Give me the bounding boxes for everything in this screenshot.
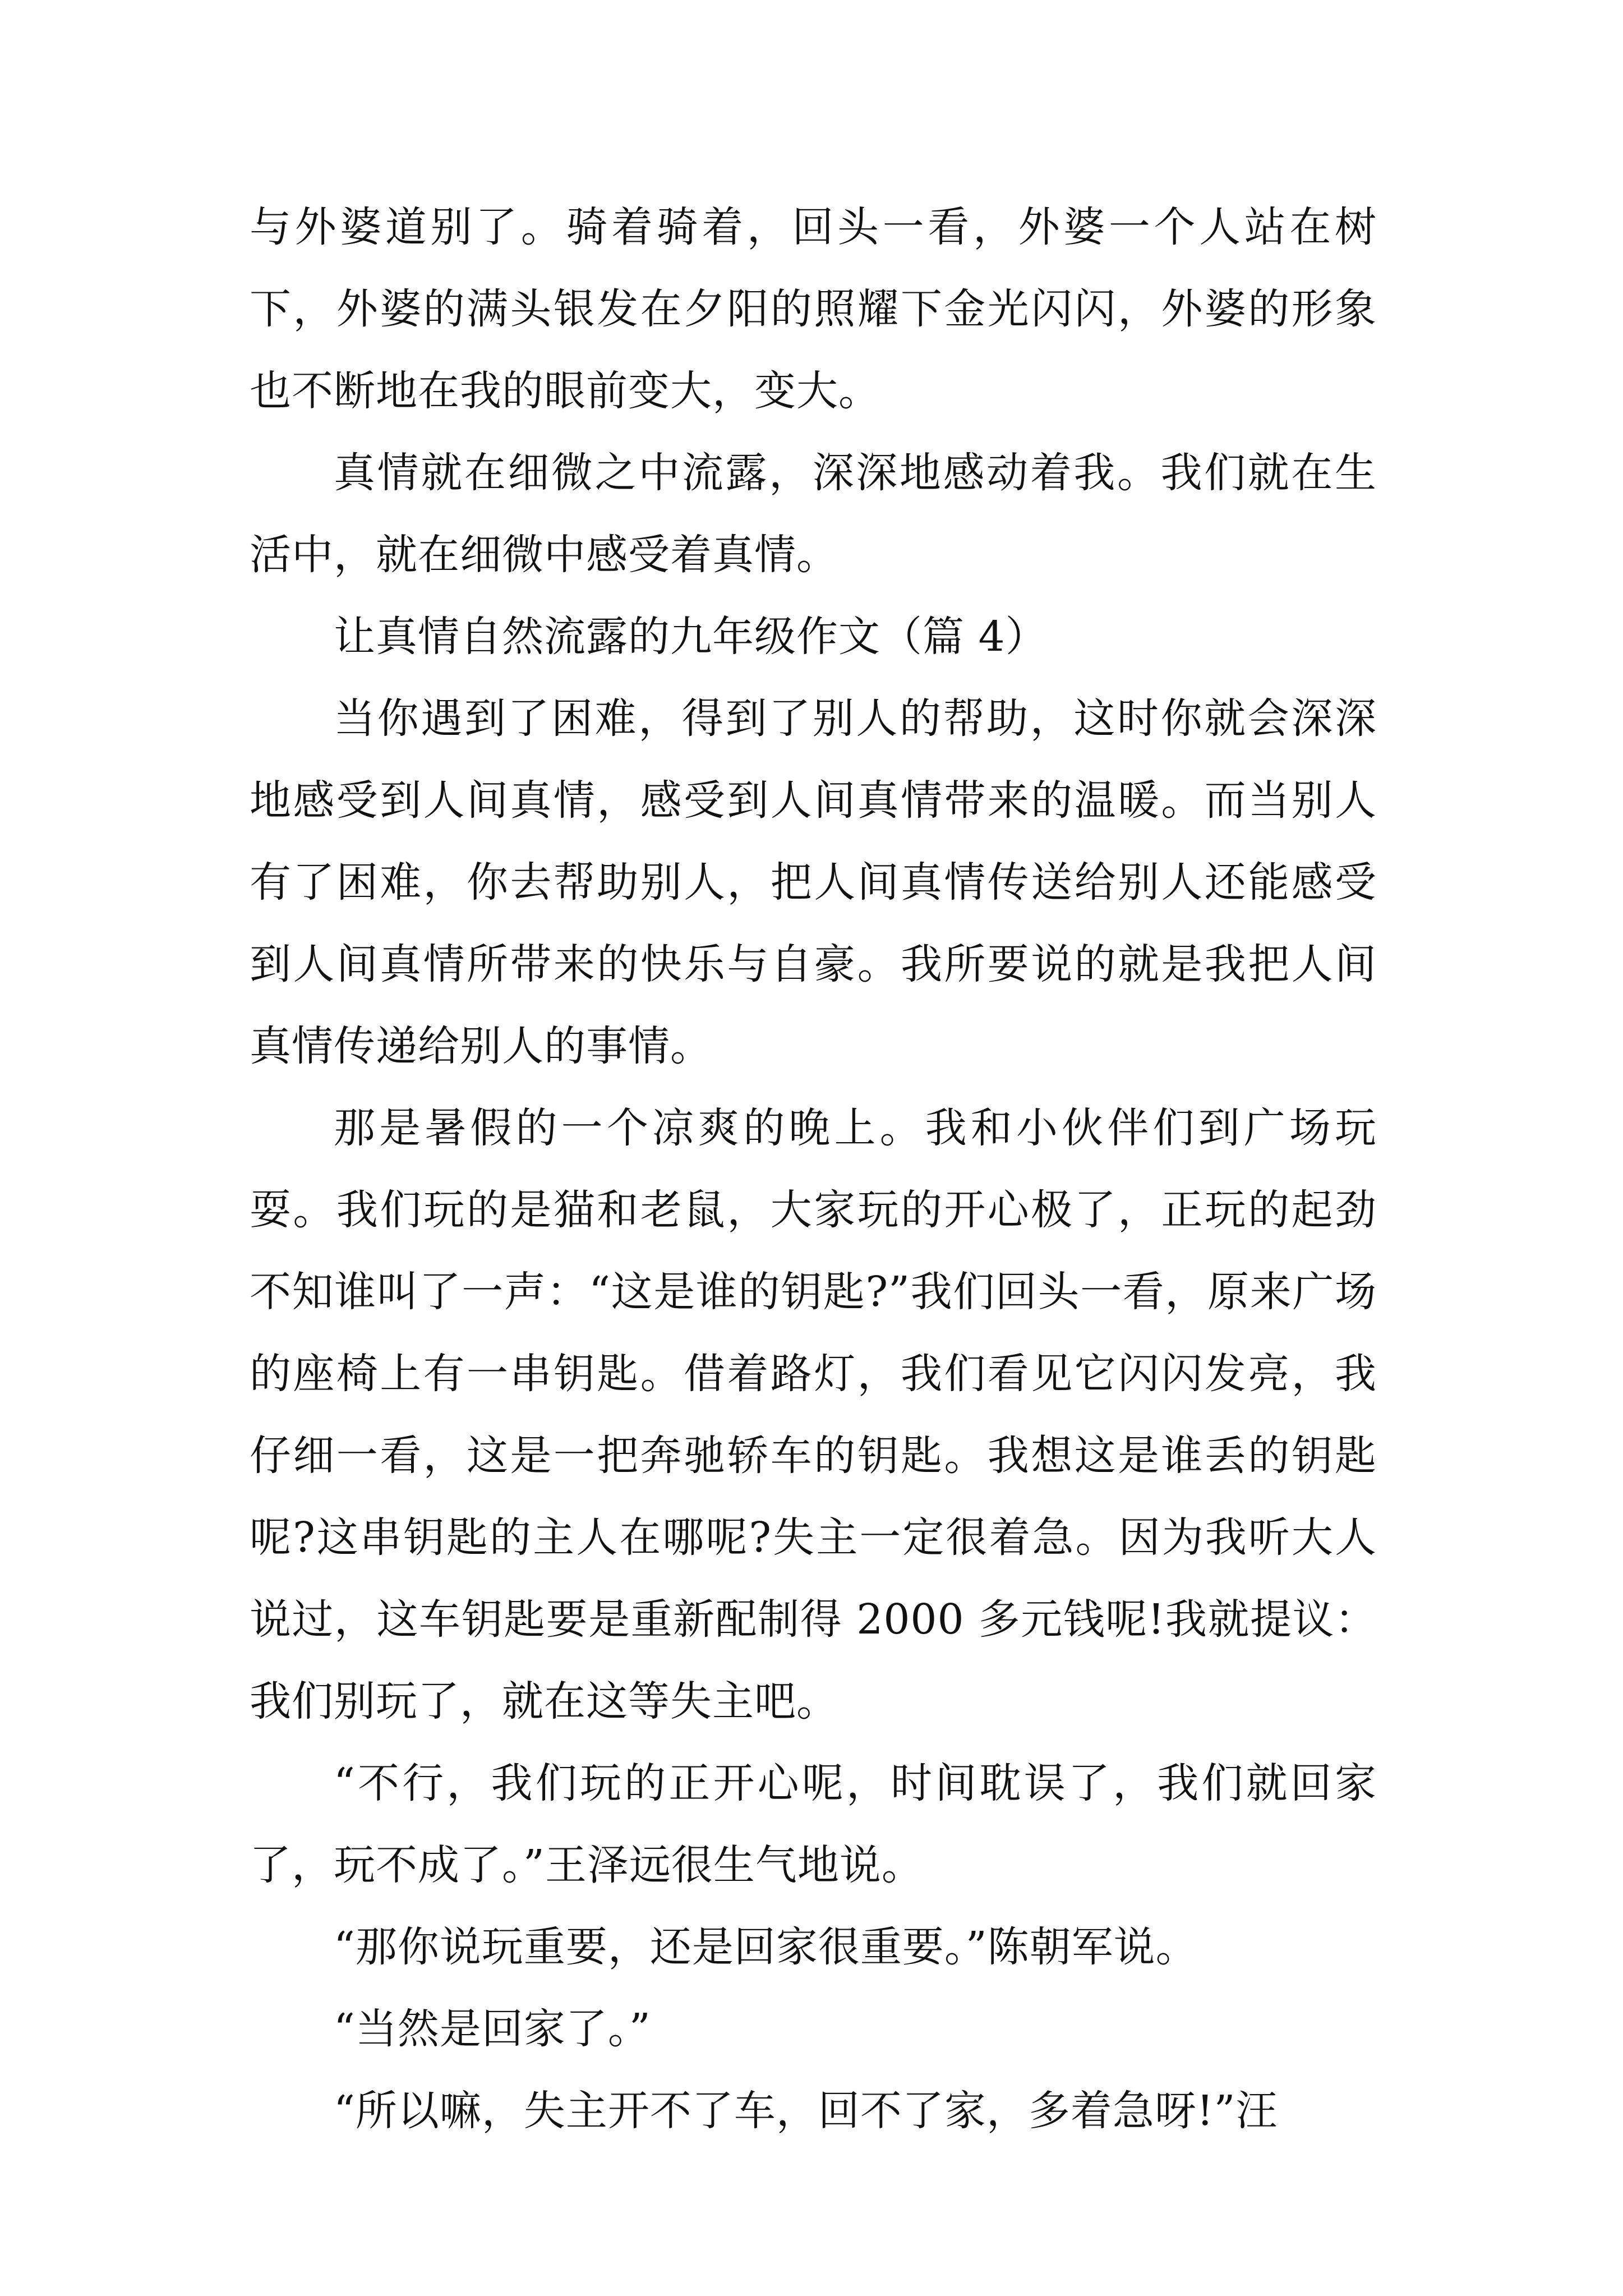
section-heading: 让真情自然流露的九年级作文（篇 4） — [334, 613, 1048, 661]
paragraph-summer-night: 那是暑假的一个凉爽的晚上。我和小伙伴们到广场玩耍。我们玩的是猫和老鼠，大家玩的开心极了，正玩的起劲不知谁叫了一声：“这是谁的钥匙?”我们回头一看，原来广场的座椅上有一串钥匙。借着路灯，我们看见它闪闪发亮，我仔细一看，这是一把奔驰轿车的钥匙。我想这是谁丢的钥匙呢?这串钥匙的主人在哪呢?失主一定很着急。因为我听大人说过，这车钥匙要是重新配制得 2000 多元钱呢!我就提议：我们别玩了，就在这等失主吧。 — [250, 1104, 1377, 1726]
paragraph-true-feelings: 真情就在细微之中流露，深深地感动着我。我们就在生活中，就在细微中感受着真情。 — [250, 449, 1377, 579]
document-body — [250, 186, 1377, 2152]
paragraph-dialogue-2: “那你说玩重要，还是回家很重要。”陈朝军说。 — [334, 1923, 1198, 1971]
paragraph-intro: 当你遇到了困难，得到了别人的帮助，这时你就会深深地感受到人间真情，感受到人间真情带来的温暖。而当别人有了困难，你去帮助别人，把人间真情传送给别人还能感受到人间真情所带来的快乐与自豪。我所要说的就是我把人间真情传递给别人的事情。 — [250, 694, 1377, 1070]
paragraph-dialogue-4: “所以嘛，失主开不了车，回不了家，多着急呀!”汪 — [334, 2087, 1278, 2135]
paragraph-dialogue-1: “不行，我们玩的正开心呢，时间耽误了，我们就回家了，玩不成了。”王泽远很生气地说。 — [250, 1759, 1377, 1889]
paragraph-dialogue-3: “当然是回家了。” — [334, 2005, 651, 2053]
paragraph-farewell: 与外婆道别了。骑着骑着，回头一看，外婆一个人站在树下，外婆的满头银发在夕阳的照耀下金光闪闪，外婆的形象也不断地在我的眼前变大，变大。 — [250, 203, 1377, 415]
